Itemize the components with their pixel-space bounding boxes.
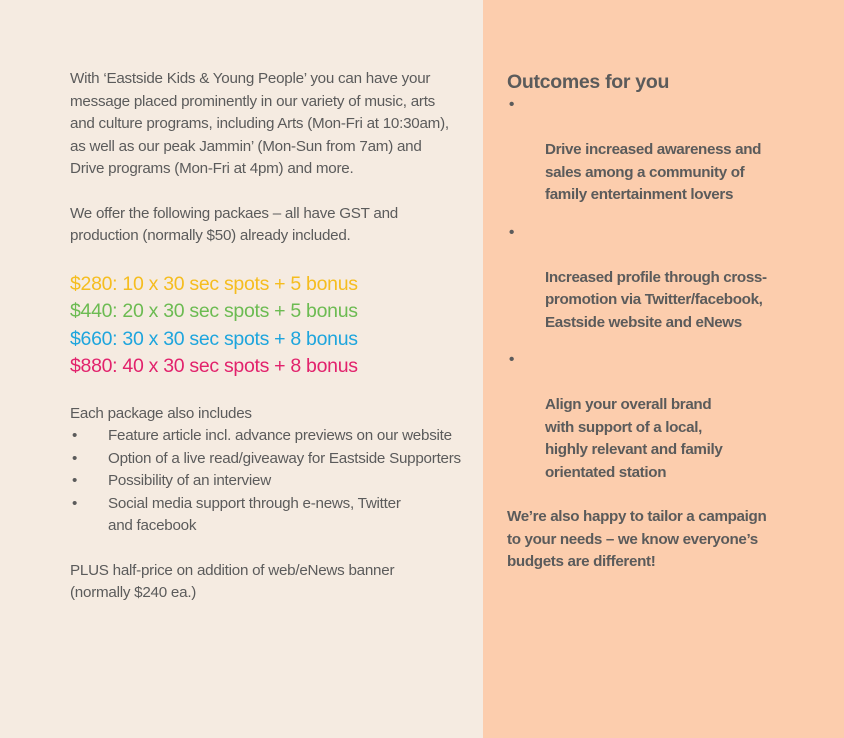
includes-item-text: Possibility of an interview [108, 472, 271, 490]
outcome-item [507, 94, 837, 207]
outcomes-title: Outcomes for you [507, 71, 670, 93]
includes-item [70, 493, 480, 538]
offer-line: We offer the following packaes – all have GST and [70, 204, 398, 222]
plus-line: PLUS half-price on addition of web/eNews banner [70, 561, 395, 579]
outcome-item-text: Drive increased awareness and sales among a community of family entertainment lovers [545, 141, 762, 203]
package-280: $280: 10 x 30 sec spots + 5 bonus [70, 272, 358, 295]
plus-line: (normally $240 ea.) [70, 584, 197, 602]
package-list [70, 271, 480, 381]
intro-line: as well as our peak Jammin’ (Mon-Sun from 7am) and [70, 137, 422, 155]
package-440: $440: 20 x 30 sec spots + 5 bonus [70, 300, 358, 323]
offer-line: production (normally $50) already included. [70, 227, 351, 244]
outcome-item [507, 349, 837, 484]
right-content [507, 70, 837, 589]
plus-offer [70, 560, 480, 605]
includes-item [70, 448, 480, 471]
bullet-icon: • [72, 494, 78, 512]
package-880: $880: 40 x 30 sec spots + 8 bonus [70, 355, 358, 378]
outcomes-list [507, 94, 837, 484]
tailor-note: We’re also happy to tailor a campaign to your needs – we know everyone’s budgets are different! [507, 508, 767, 570]
package-660: $660: 30 x 30 sec spots + 8 bonus [70, 327, 358, 350]
offer-paragraph [70, 203, 480, 248]
bullet-icon: • [509, 351, 514, 368]
right-panel [483, 0, 844, 738]
intro-paragraph [70, 68, 480, 181]
outcome-item-text: Increased profile through cross- promotion via Twitter/facebook, Eastside website and eNews [545, 268, 767, 331]
bullet-icon: • [72, 427, 78, 445]
bullet-icon: • [72, 472, 78, 490]
includes-item [70, 425, 480, 448]
includes-item-text: Feature article incl. advance previews on our website [108, 427, 452, 445]
intro-line: With ‘Eastside Kids & Young People’ you can have your [70, 70, 431, 87]
intro-line: Drive programs (Mon-Fri at 4pm) and more. [70, 160, 354, 177]
includes-title: Each package also includes [70, 404, 252, 422]
includes-item-text: and facebook [108, 517, 197, 535]
includes-item [70, 470, 480, 493]
bullet-icon: • [509, 96, 514, 113]
outcome-item [507, 222, 837, 335]
intro-line: and culture programs, including Arts (Mon-Fri at 10:30am), [70, 115, 449, 132]
includes-list [70, 425, 480, 538]
left-content [70, 68, 480, 605]
outcome-item-text: Align your overall brand with support of a local, highly relevant and family orientated station [545, 396, 723, 481]
intro-line: message placed prominently in our variety of music, arts [70, 92, 436, 110]
includes-item-text: Social media support through e-news, Twitter [108, 494, 401, 512]
includes-item-text: Option of a live read/giveaway for Eastside Supporters [108, 449, 461, 467]
bullet-icon: • [509, 223, 514, 241]
bullet-icon: • [72, 449, 78, 467]
